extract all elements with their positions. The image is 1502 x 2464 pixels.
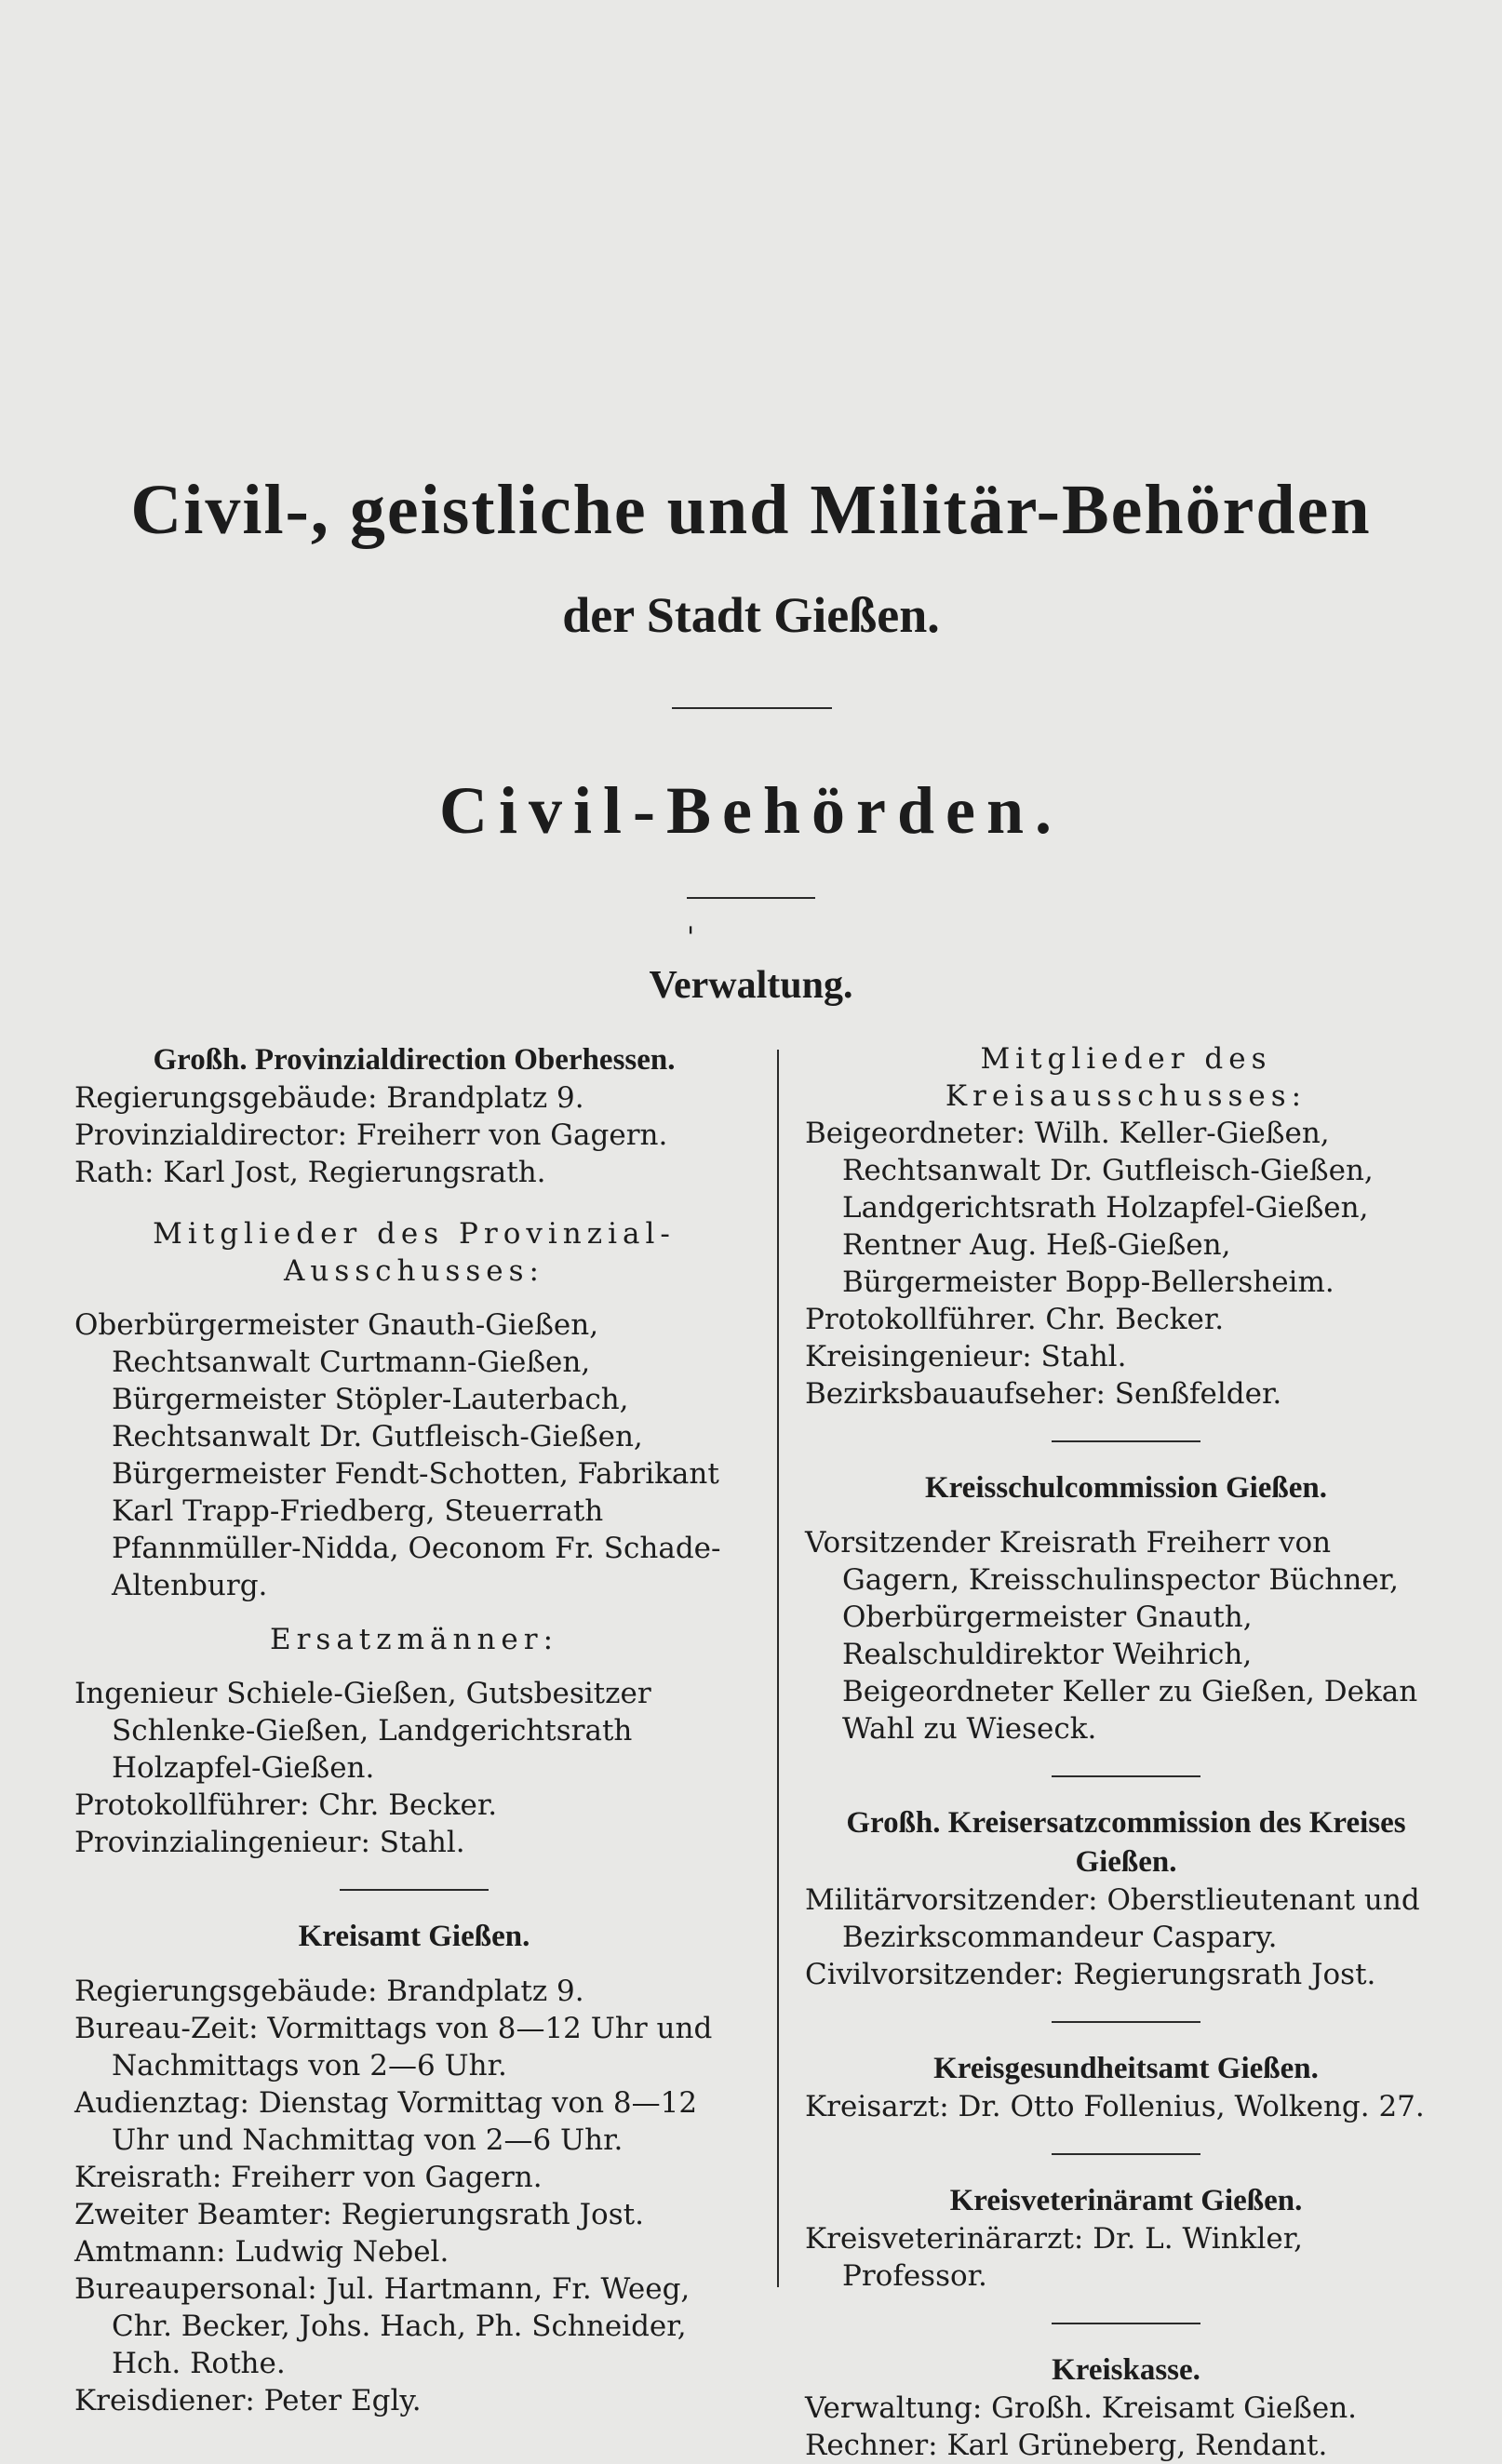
- section-separator: [340, 1889, 489, 1891]
- ersatz-members: Ingenieur Schiele-Gießen, Gutsbesitzer Schlenke-Gießen, Landgerichtsrath Holzapfel-Gießen.: [74, 1677, 651, 1785]
- ausschuss-heading-line2: Ausschusses:: [284, 1254, 544, 1288]
- ausschuss-heading-line1: Mitglieder des Provinzial-: [153, 1217, 676, 1251]
- list-item: Regierungsgebäude: Brandplatz 9.: [74, 1975, 584, 2008]
- list-item: Beigeordneter: Wilh. Keller-Gießen, Rechtsanwalt Dr. Gutfleisch-Gießen, Landgerichtsrath Holzapfel-Gießen, Rentner Aug. Heß-Gießen, Bürgermeister Bopp-Bellersheim.: [805, 1117, 1374, 1299]
- list-item: Civilvorsitzender: Regierungsrath Jost.: [805, 1958, 1376, 1991]
- stray-mark: ': [687, 921, 695, 954]
- schulcommission-text: Vorsitzender Kreisrath Freiherr von Gagern, Kreisschulinspector Büchner, Oberbürgermeister Gnauth, Realschuldirektor Weihrich, Beigeordneter Keller zu Gießen, Dekan Wahl zu Wieseck.: [805, 1526, 1418, 1746]
- list-item: Rath: Karl Jost, Regierungsrath.: [74, 1156, 546, 1189]
- divider-rule: [672, 707, 832, 709]
- schulcommission-heading: Kreisschulcommission Gießen.: [924, 1471, 1328, 1505]
- list-item: Audienztag: Dienstag Vormittag von 8—12 Uhr und Nachmittag von 2—6 Uhr.: [74, 2086, 698, 2157]
- section-separator: [1052, 2323, 1200, 2324]
- provinzialdirection-heading: Großh. Provinzialdirection Oberhessen.: [153, 1043, 676, 1077]
- page-title: Civil-, geistliche und Militär-Behörden: [130, 471, 1372, 549]
- section-separator: [1052, 1775, 1200, 1777]
- list-item: Protokollführer. Chr. Becker.: [805, 1303, 1225, 1336]
- subsection-title: Verwaltung.: [649, 964, 853, 1007]
- list-item: Provinzialdirector: Freiherr von Gagern.: [74, 1118, 668, 1152]
- list-item: Bureaupersonal: Jul. Hartmann, Fr. Weeg, Chr. Becker, Johs. Hach, Ph. Schneider, Hch. Rothe.: [74, 2272, 691, 2380]
- veterinaeramt-heading: Kreisveterinäramt Gießen.: [949, 2184, 1303, 2217]
- page-subtitle: der Stadt Gießen.: [562, 587, 940, 643]
- ausschuss-members: Oberbürgermeister Gnauth-Gießen, Rechtsanwalt Curtmann-Gießen, Bürgermeister Stöpler-Lauterbach, Rechtsanwalt Dr. Gutfleisch-Gießen, Bürgermeister Fendt-Schotten, Fabrikant Karl Trapp-Friedberg, Steuerrath Pfannmüller-Nidda, Oeconom Fr. Schade-Altenburg.: [74, 1308, 721, 1602]
- section-title: Civil-Behörden.: [438, 773, 1063, 848]
- section-separator: [1052, 1440, 1200, 1442]
- list-item: Kreisdiener: Peter Egly.: [74, 2384, 422, 2417]
- left-column: [74, 1040, 754, 2419]
- ersatz-heading: Ersatzmänner:: [269, 1623, 559, 1656]
- list-item: Zweiter Beamter: Regierungsrath Jost.: [74, 2198, 644, 2231]
- column-divider: [777, 1050, 779, 2287]
- list-item: Bezirksbauaufseher: Senßfelder.: [805, 1377, 1282, 1411]
- list-item: Bureau-Zeit: Vormittags von 8—12 Uhr und Nachmittags von 2—6 Uhr.: [74, 2012, 713, 2082]
- divider-rule: [687, 897, 815, 899]
- section-separator: [1052, 2021, 1200, 2023]
- list-item: Militärvorsitzender: Oberstlieutenant und Bezirkscommandeur Caspary.: [805, 1883, 1420, 1954]
- gesundheitsamt-heading: Kreisgesundheitsamt Gießen.: [933, 2052, 1319, 2085]
- list-item: Protokollführer: Chr. Becker.: [74, 1788, 498, 1822]
- kreiskasse-heading: Kreiskasse.: [1052, 2353, 1200, 2387]
- ersatzcommission-heading: Großh. Kreisersatzcommission des Kreises Gießen.: [846, 1806, 1406, 1879]
- list-item: Verwaltung: Großh. Kreisamt Gießen.: [805, 2391, 1358, 2425]
- right-column: [805, 1040, 1447, 2464]
- section-separator: [1052, 2153, 1200, 2155]
- list-item: Regierungsgebäude: Brandplatz 9.: [74, 1081, 584, 1115]
- list-item: Kreisingenieur: Stahl.: [805, 1340, 1127, 1373]
- list-item: Provinzialingenieur: Stahl.: [74, 1826, 465, 1859]
- list-item: Rechner: Karl Grüneberg, Rendant.: [805, 2429, 1328, 2462]
- list-item: Kreisrath: Freiherr von Gagern.: [74, 2161, 543, 2194]
- list-item: Kreisveterinärarzt: Dr. L. Winkler, Professor.: [805, 2222, 1303, 2293]
- kreisamt-heading: Kreisamt Gießen.: [298, 1920, 530, 1953]
- list-item: Kreisarzt: Dr. Otto Follenius, Wolkeng. 27.: [805, 2090, 1425, 2123]
- kreisausschuss-heading: Mitglieder des Kreisausschusses:: [945, 1042, 1308, 1113]
- list-item: Amtmann: Ludwig Nebel.: [74, 2235, 449, 2269]
